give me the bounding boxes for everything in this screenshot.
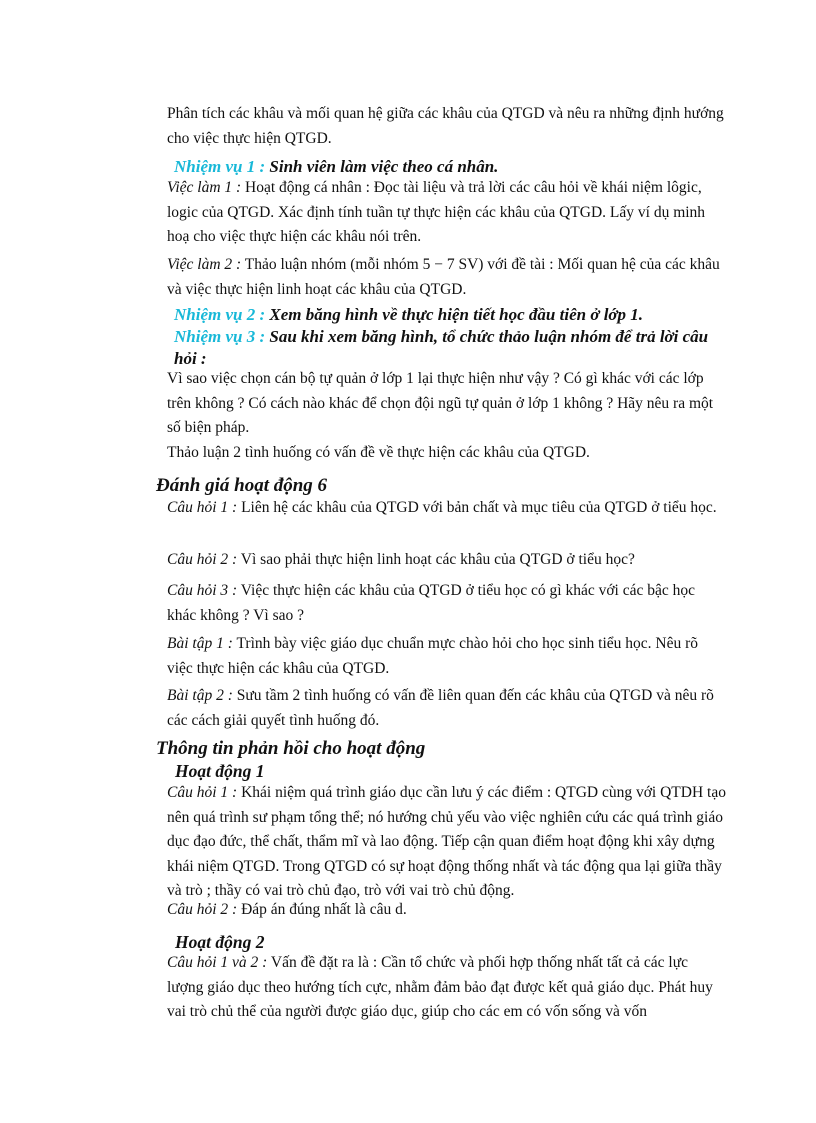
task-1-label: Nhiệm vụ 1 : — [174, 157, 266, 176]
intro-text: Phân tích các khâu và mối quan hệ giữa các khâu của QTGD và nêu ra những định hướng cho việc thực hiện QTGD. — [167, 105, 724, 147]
eval-exercise-1-text: Trình bày việc giáo dục chuẩn mực chào hỏi cho học sinh tiểu học. Nêu rõ việc thực hiện các khâu của QTGD. — [167, 635, 699, 677]
eval-question-1-label: Câu hỏi 1 : — [167, 499, 238, 516]
evaluation-heading: Đánh giá hoạt động 6 — [156, 475, 328, 496]
activity-1-question-1-text: Khái niệm quá trình giáo dục cần lưu ý các điểm : QTGD cùng với QTDH tạo nên quá trình sư phạm tổng thể; nó hướng chủ yếu vào việc nghiên cứu các quá trình giáo dục đạo đức, thể chất, thẩm mĩ và lao động. Tiếp cận quan điểm hoạt động khi xây dựng khái niệm QTGD. Trong QTGD có sự hoạt động thống nhất và tác động qua lại giữa thầy và trò ; thầy có vai trò chủ đạo, trò với vai trò chủ động. — [167, 784, 726, 899]
task-3-text: Sau khi xem băng hình, tổ chức thảo luận nhóm để trả lời câu hỏi : — [174, 327, 709, 368]
activity-1-question-1-label: Câu hỏi 1 : — [167, 784, 238, 801]
work-2-paragraph — [167, 253, 727, 302]
activity-2-question-1-2-text: Vấn đề đặt ra là : Cần tổ chức và phối hợp thống nhất tất cả các lực lượng giáo dục theo hướng tích cực, nhằm đảm bảo đạt được kết quả giáo dục. Phát huy vai trò chủ thể của người được giáo dục, giúp cho các em có vốn sống và vốn — [167, 954, 713, 1020]
task-2-label: Nhiệm vụ 2 : — [174, 305, 266, 324]
activity-1-heading: Hoạt động 1 — [175, 761, 265, 781]
eval-exercise-2 — [167, 684, 727, 733]
task-3 — [174, 326, 734, 370]
eval-question-2-text: Vì sao phải thực hiện linh hoạt các khâu của QTGD ở tiểu học? — [240, 551, 635, 568]
eval-exercise-1 — [167, 632, 727, 681]
eval-question-3-text: Việc thực hiện các khâu của QTGD ở tiểu học có gì khác với các bậc học khác không ? Vì sao ? — [167, 582, 696, 624]
task-2-text: Xem băng hình về thực hiện tiết học đầu tiên ở lớp 1. — [269, 305, 644, 324]
activity-1-question-2-text: Đáp án đúng nhất là câu d. — [241, 901, 407, 918]
eval-question-2-label: Câu hỏi 2 : — [167, 551, 238, 568]
task-1 — [174, 156, 734, 178]
activity-2-heading: Hoạt động 2 — [175, 932, 265, 952]
eval-question-3-label: Câu hỏi 3 : — [167, 582, 238, 599]
intro-paragraph — [167, 102, 727, 151]
why-text: Vì sao việc chọn cán bộ tự quản ở lớp 1 lại thực hiện như vậy ? Có gì khác với các lớp trên không ? Có cách nào khác để chọn đội ngũ tự quản ở lớp 1 không ? Hãy nêu ra một số biện pháp. — [167, 370, 714, 436]
work-1-paragraph — [167, 176, 727, 250]
activity-1-question-2-label: Câu hỏi 2 : — [167, 901, 238, 918]
eval-exercise-1-label: Bài tập 1 : — [167, 635, 233, 652]
activity-2-question-1-2 — [167, 951, 727, 1025]
work-1-text: Hoạt động cá nhân : Đọc tài liệu và trả lời các câu hỏi về khái niệm lôgic, logic của QTGD. Xác định tính tuần tự thực hiện các khâu của QTGD. Lấy ví dụ minh hoạ cho việc thực hiện các khâu nói trên. — [167, 179, 706, 245]
task-2 — [174, 304, 734, 326]
eval-exercise-2-label: Bài tập 2 : — [167, 687, 233, 704]
task-1-text: Sinh viên làm việc theo cá nhân. — [269, 157, 499, 176]
eval-exercise-2-text: Sưu tầm 2 tình huống có vấn đề liên quan đến các khâu của QTGD và nêu rõ các cách giải quyết tình huống đó. — [167, 687, 714, 729]
eval-question-1-text: Liên hệ các khâu của QTGD với bản chất và mục tiêu của QTGD ở tiểu học. — [241, 499, 717, 516]
work-2-text: Thảo luận nhóm (mỗi nhóm 5 − 7 SV) với đề tài : Mối quan hệ của các khâu và việc thực hiện linh hoạt các khâu của QTGD. — [167, 256, 720, 298]
work-2-label: Việc làm 2 : — [167, 256, 242, 273]
feedback-heading: Thông tin phản hồi cho hoạt động — [156, 738, 426, 759]
discuss-text: Thảo luận 2 tình huống có vấn đề về thực hiện các khâu của QTGD. — [167, 444, 590, 461]
eval-question-3 — [167, 579, 727, 628]
activity-1-question-1 — [167, 781, 727, 904]
why-paragraph — [167, 367, 727, 441]
activity-1-question-2 — [167, 898, 727, 923]
eval-question-1 — [167, 496, 727, 521]
discuss-paragraph — [167, 441, 727, 466]
task-3-label: Nhiệm vụ 3 : — [174, 327, 266, 346]
eval-question-2 — [167, 548, 727, 573]
work-1-label: Việc làm 1 : — [167, 179, 242, 196]
activity-2-question-1-2-label: Câu hỏi 1 và 2 : — [167, 954, 268, 971]
